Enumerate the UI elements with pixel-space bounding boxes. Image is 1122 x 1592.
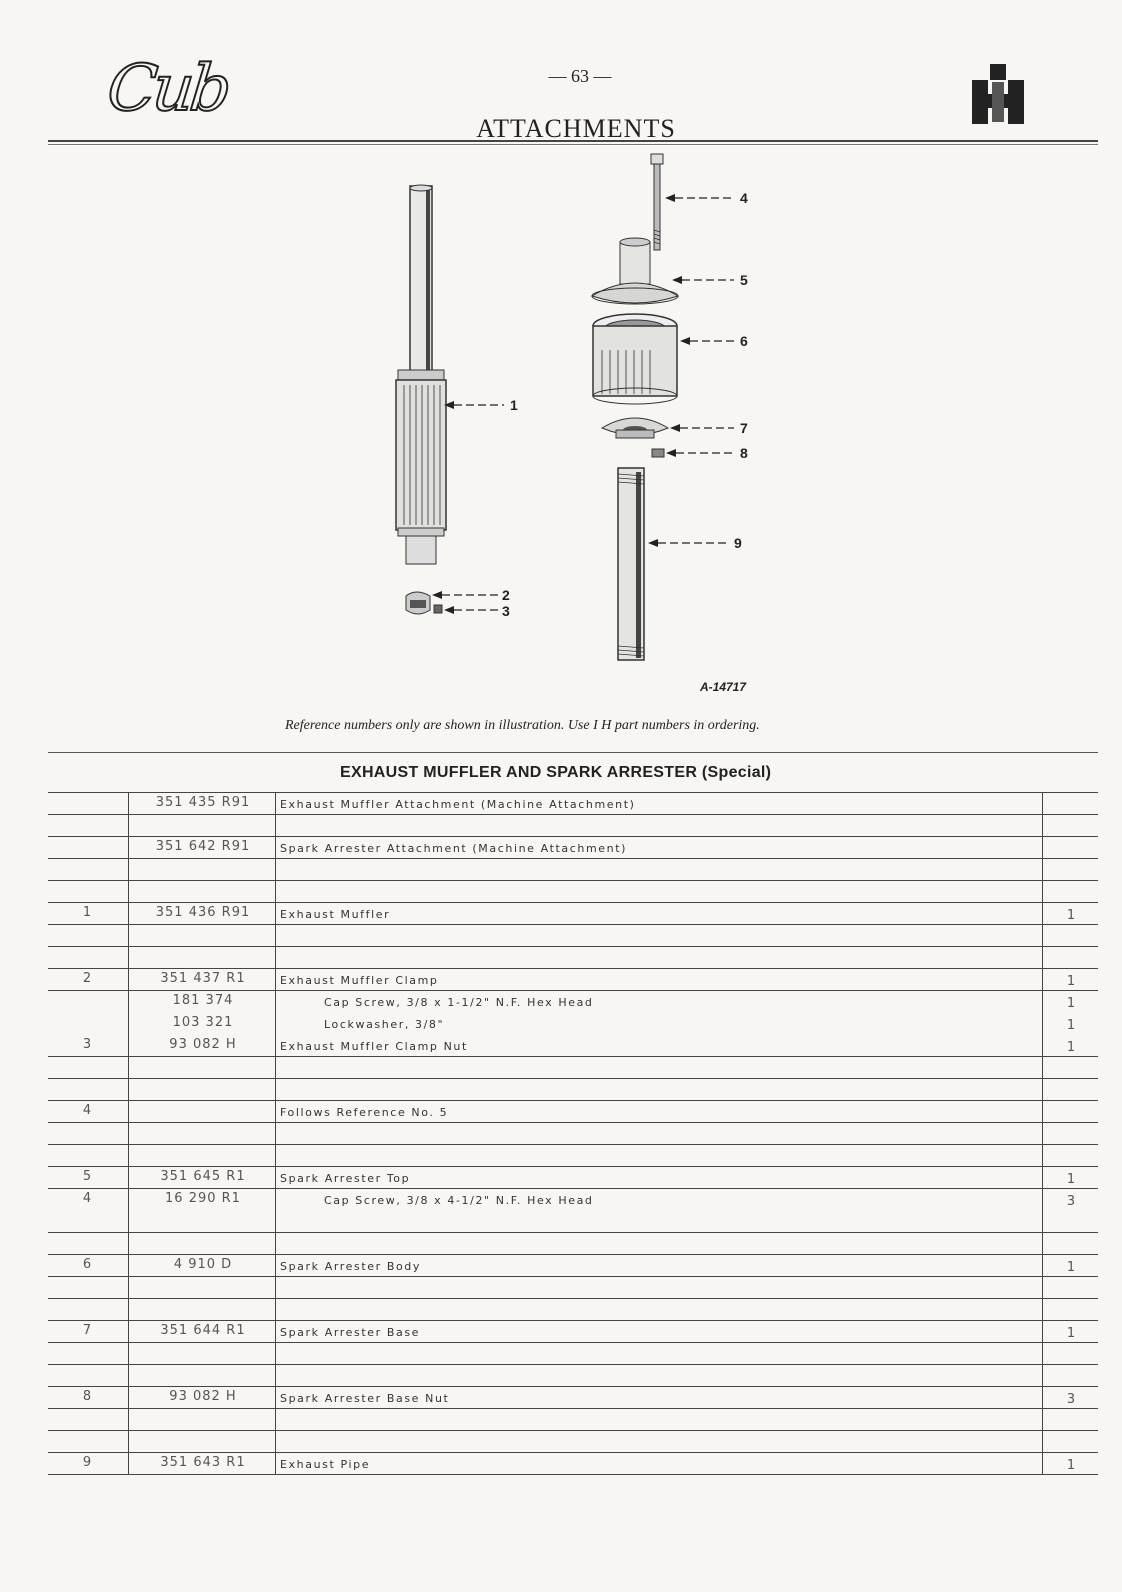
base-nut-drawing bbox=[652, 449, 664, 457]
table-row bbox=[48, 1122, 1098, 1145]
quantity: 1 bbox=[1066, 1018, 1076, 1033]
part-number: 351 645 R1 bbox=[160, 1169, 246, 1184]
callout-1 bbox=[444, 401, 504, 409]
table-row bbox=[48, 1342, 1098, 1365]
table-row bbox=[48, 1144, 1098, 1167]
column-divider bbox=[275, 792, 276, 1474]
callout-label-3: 3 bbox=[502, 603, 510, 619]
part-description: Exhaust Muffler bbox=[280, 908, 391, 921]
part-number: 351 436 R91 bbox=[155, 905, 251, 920]
part-description: Spark Arrester Top bbox=[280, 1172, 411, 1185]
part-number: 351 435 R91 bbox=[155, 795, 251, 810]
part-number: 351 643 R1 bbox=[160, 1455, 246, 1470]
parts-diagram bbox=[380, 150, 800, 680]
column-divider bbox=[128, 792, 129, 1474]
page-title: ATTACHMENTS bbox=[476, 114, 676, 143]
ref-number: 4 bbox=[82, 1103, 92, 1118]
part-description: Cap Screw, 3/8 x 4-1/2" N.F. Hex Head bbox=[324, 1194, 594, 1207]
table-row bbox=[48, 1100, 1098, 1123]
part-description: Spark Arrester Attachment (Machine Attachment) bbox=[280, 842, 628, 855]
part-number: 16 290 R1 bbox=[165, 1191, 241, 1206]
part-number: 351 644 R1 bbox=[160, 1323, 246, 1338]
part-number: 93 082 H bbox=[169, 1037, 237, 1052]
callout-label-2: 2 bbox=[502, 587, 510, 603]
part-description: Spark Arrester Base bbox=[280, 1326, 421, 1339]
ref-number: 2 bbox=[82, 971, 92, 986]
quantity: 1 bbox=[1066, 1326, 1076, 1341]
callout-label-1: 1 bbox=[510, 397, 518, 413]
parts-table bbox=[48, 792, 1098, 1474]
table-row bbox=[48, 792, 1098, 815]
callout-6 bbox=[680, 337, 734, 345]
ref-number: 1 bbox=[82, 905, 92, 920]
quantity: 1 bbox=[1066, 1260, 1076, 1275]
callout-7 bbox=[670, 424, 734, 432]
table-row bbox=[48, 1210, 1098, 1233]
part-number: 103 321 bbox=[172, 1015, 234, 1030]
table-row bbox=[48, 968, 1098, 991]
table-bottom-rule bbox=[48, 1474, 1098, 1475]
column-divider bbox=[1042, 792, 1043, 1474]
table-row bbox=[48, 1232, 1098, 1255]
part-description: Exhaust Muffler Clamp Nut bbox=[280, 1040, 468, 1053]
table-row bbox=[48, 1056, 1098, 1079]
table-row bbox=[48, 1254, 1098, 1277]
part-description: Spark Arrester Base Nut bbox=[280, 1392, 450, 1405]
callout-label-4: 4 bbox=[740, 190, 748, 206]
ref-number: 7 bbox=[82, 1323, 92, 1338]
ref-number: 3 bbox=[82, 1037, 92, 1052]
part-description: Lockwasher, 3/8" bbox=[324, 1018, 445, 1031]
table-row bbox=[48, 924, 1098, 947]
callout-3 bbox=[444, 606, 498, 614]
table-row bbox=[48, 1298, 1098, 1321]
ordering-note: Reference numbers only are shown in illustration. Use I H part numbers in ordering. bbox=[285, 718, 760, 733]
callout-label-8: 8 bbox=[740, 445, 748, 461]
table-row bbox=[48, 946, 1098, 969]
header-rule bbox=[48, 140, 1098, 142]
spark-arrester-top-drawing bbox=[592, 238, 678, 304]
part-number: 351 437 R1 bbox=[160, 971, 246, 986]
quantity: 1 bbox=[1066, 908, 1076, 923]
callout-label-9: 9 bbox=[734, 535, 742, 551]
ref-number: 5 bbox=[82, 1169, 92, 1184]
quantity: 1 bbox=[1066, 1458, 1076, 1473]
part-description: Cap Screw, 3/8 x 1-1/2" N.F. Hex Head bbox=[324, 996, 594, 1009]
table-row bbox=[48, 1188, 1098, 1210]
quantity: 1 bbox=[1066, 996, 1076, 1011]
ref-number: 4 bbox=[82, 1191, 92, 1206]
quantity: 1 bbox=[1066, 1040, 1076, 1055]
table-row bbox=[48, 1276, 1098, 1299]
callout-8 bbox=[666, 449, 734, 457]
ref-number: 9 bbox=[82, 1455, 92, 1470]
section-title: EXHAUST MUFFLER AND SPARK ARRESTER (Special) bbox=[340, 764, 772, 781]
exhaust-muffler-drawing bbox=[396, 185, 446, 564]
table-row bbox=[48, 990, 1098, 1012]
table-row bbox=[48, 1166, 1098, 1189]
table-row bbox=[48, 880, 1098, 903]
part-number: 4 910 D bbox=[173, 1257, 233, 1272]
table-row bbox=[48, 1364, 1098, 1387]
spark-arrester-body-drawing bbox=[593, 314, 677, 404]
header-rule-thin bbox=[48, 144, 1098, 145]
part-number: 181 374 bbox=[172, 993, 234, 1008]
table-row bbox=[48, 1430, 1098, 1453]
table-row bbox=[48, 1034, 1098, 1057]
ref-number: 8 bbox=[82, 1389, 92, 1404]
part-number: 351 642 R91 bbox=[155, 839, 251, 854]
page-number: — 63 — bbox=[548, 66, 612, 86]
table-row bbox=[48, 1386, 1098, 1409]
table-row bbox=[48, 1452, 1098, 1475]
table-row bbox=[48, 1408, 1098, 1431]
part-description: Exhaust Muffler Clamp bbox=[280, 974, 439, 987]
table-row bbox=[48, 858, 1098, 881]
part-description: Spark Arrester Body bbox=[280, 1260, 421, 1273]
callout-label-5: 5 bbox=[740, 272, 748, 288]
figure-code: A-14717 bbox=[700, 680, 747, 694]
section-rule bbox=[48, 752, 1098, 753]
quantity: 3 bbox=[1066, 1194, 1076, 1209]
table-row bbox=[48, 1320, 1098, 1343]
ref-number: 6 bbox=[82, 1257, 92, 1272]
ih-logo-icon bbox=[970, 62, 1026, 126]
quantity: 1 bbox=[1066, 1172, 1076, 1187]
exhaust-pipe-drawing bbox=[618, 468, 644, 660]
spark-arrester-base-drawing bbox=[602, 418, 668, 438]
callout-label-7: 7 bbox=[740, 420, 748, 436]
table-row bbox=[48, 814, 1098, 837]
table-row bbox=[48, 1012, 1098, 1034]
table-row bbox=[48, 836, 1098, 859]
callout-label-6: 6 bbox=[740, 333, 748, 349]
table-row bbox=[48, 1078, 1098, 1101]
callout-2 bbox=[432, 591, 498, 599]
callout-5 bbox=[672, 276, 734, 284]
cap-screw-drawing bbox=[651, 154, 663, 250]
callout-4 bbox=[665, 194, 734, 202]
part-description: Follows Reference No. 5 bbox=[280, 1106, 449, 1119]
table-row bbox=[48, 902, 1098, 925]
cub-logo: Cub bbox=[104, 52, 232, 126]
part-description: Exhaust Muffler Attachment (Machine Attachment) bbox=[280, 798, 636, 811]
quantity: 3 bbox=[1066, 1392, 1076, 1407]
quantity: 1 bbox=[1066, 974, 1076, 989]
part-description: Exhaust Pipe bbox=[280, 1458, 371, 1471]
callout-9 bbox=[648, 539, 728, 547]
part-number: 93 082 H bbox=[169, 1389, 237, 1404]
